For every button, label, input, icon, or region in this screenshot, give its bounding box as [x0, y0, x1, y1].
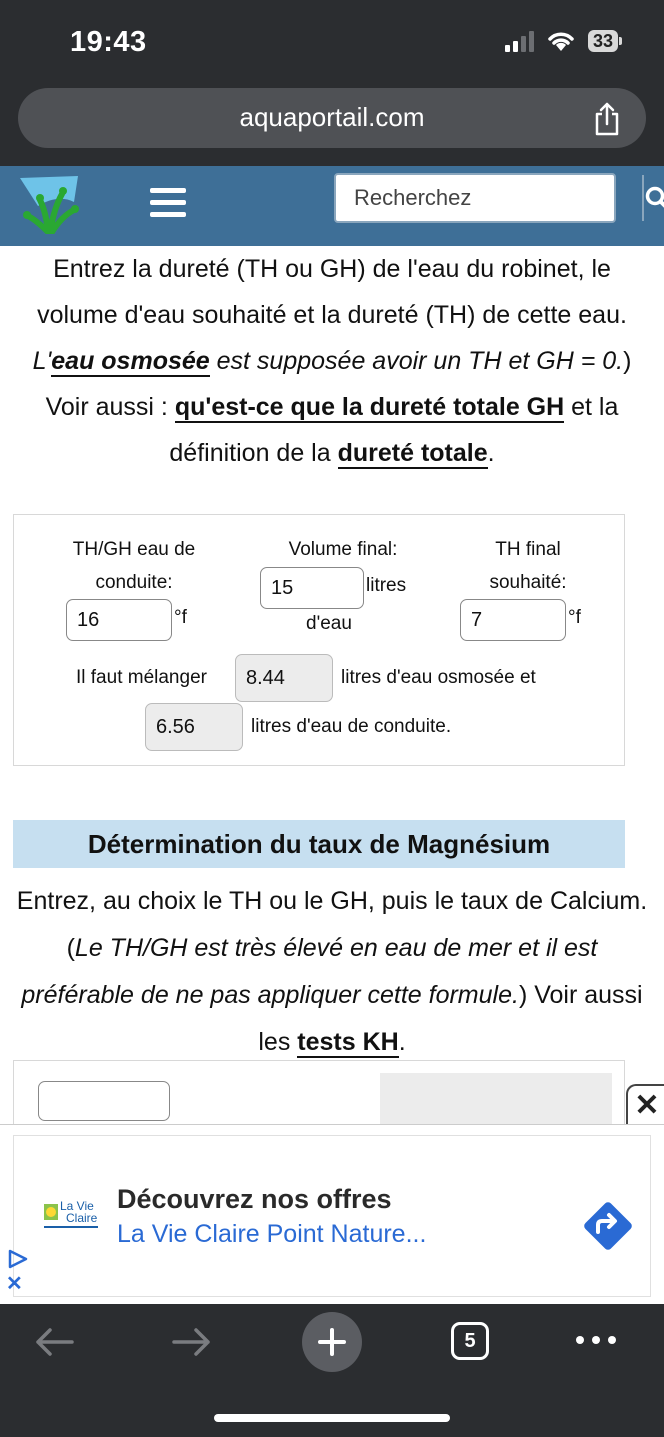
tap-hardness-label-line2: conduite: — [95, 572, 173, 593]
page-content — [0, 246, 664, 1056]
url-bar[interactable] — [18, 88, 646, 148]
target-hardness-input[interactable] — [460, 599, 566, 641]
intro-paragraph — [0, 246, 664, 476]
tap-hardness-label — [44, 533, 224, 599]
magnesium-calculator — [13, 1060, 625, 1130]
intro-italic-b: est supposée avoir un TH et GH = 0. — [209, 347, 624, 375]
search-icon — [644, 185, 664, 211]
magnesium-result-area — [380, 1073, 612, 1131]
magnesium-paragraph — [0, 878, 664, 1066]
intro-period: . — [487, 439, 495, 467]
intro-see-also: ) Voir aussi : — [45, 347, 632, 421]
status-time: 19:43 — [70, 26, 147, 58]
osmosis-water-result — [235, 654, 333, 702]
battery-level: 33 — [588, 30, 618, 52]
more-menu-icon[interactable] — [576, 1336, 616, 1344]
aquaportail-logo[interactable] — [18, 172, 84, 234]
magnesium-see-also: ) Voir aussi les — [258, 981, 643, 1056]
result-prefix: Il faut mélanger — [76, 667, 207, 688]
link-eau-osmosee[interactable]: eau osmosée — [51, 347, 210, 375]
tap-hardness-input[interactable] — [66, 599, 172, 641]
search-button[interactable] — [642, 175, 664, 221]
target-hardness-label-line1: TH final — [495, 539, 561, 560]
intro-italic — [33, 347, 624, 377]
intro-definition: et la définition de la — [169, 393, 619, 467]
ad-dismiss-icon[interactable]: ✕ — [6, 1273, 23, 1295]
browser-top-bar — [0, 0, 664, 166]
ad-close-button[interactable] — [626, 1084, 664, 1126]
link-durete-gh[interactable]: qu'est-ce que la dureté totale GH — [174, 393, 565, 421]
volume-input[interactable] — [260, 567, 364, 609]
home-indicator — [214, 1414, 450, 1422]
signal-icon — [505, 30, 534, 52]
site-search — [334, 173, 616, 223]
plus-icon — [317, 1327, 347, 1357]
forward-icon[interactable] — [170, 1324, 214, 1360]
share-icon[interactable] — [592, 102, 622, 136]
volume-unit-eau: d'eau — [306, 613, 352, 634]
magnesium-section-title: Détermination du taux de Magnésium — [13, 820, 625, 868]
volume-unit-litres: litres — [366, 575, 407, 596]
link-tests-kh[interactable]: tests KH — [297, 1028, 399, 1056]
lavieclaire-logo — [44, 1196, 100, 1236]
intro-italic-a: L' — [32, 347, 52, 375]
magnesium-th-input[interactable] — [38, 1081, 170, 1121]
intro-text: Entrez la dureté (TH ou GH) de l'eau du robinet, le volume d'eau souhaité et la dureté (TH) de cette eau. — [37, 255, 627, 329]
wifi-icon — [546, 30, 576, 52]
magnesium-italic-note: Le TH/GH est très élevé en eau de mer et il est préférable de ne pas appliquer cette formule. — [21, 934, 598, 1009]
url-text[interactable]: aquaportail.com — [239, 102, 425, 132]
menu-icon[interactable] — [150, 188, 186, 218]
search-input[interactable] — [336, 175, 642, 221]
ad-choices-icon[interactable] — [6, 1249, 30, 1269]
tap-hardness-label-line1: TH/GH eau de — [72, 539, 196, 560]
dilution-calculator — [13, 514, 625, 766]
new-tab-button[interactable] — [302, 1312, 362, 1372]
ad-title[interactable]: Découvrez nos offres — [117, 1184, 392, 1214]
ad-logo-line1: La Vie — [60, 1199, 94, 1213]
ad-logo-line2: Claire — [66, 1211, 98, 1225]
target-hardness-label-line2: souhaité: — [489, 572, 567, 593]
osmosis-water-suffix: litres d'eau osmosée et — [341, 667, 536, 688]
site-header — [0, 166, 664, 246]
target-hardness-unit: °f — [568, 607, 581, 628]
target-hardness-label — [438, 533, 618, 599]
volume-label: Volume final: — [288, 539, 398, 560]
tap-water-suffix: litres d'eau de conduite. — [251, 716, 452, 737]
ad-card[interactable] — [13, 1135, 651, 1297]
back-icon[interactable] — [32, 1324, 76, 1360]
tabs-button[interactable]: 5 — [451, 1322, 489, 1360]
ad-subtitle[interactable]: La Vie Claire Point Nature... — [117, 1220, 427, 1248]
close-icon: ✕ — [634, 1088, 660, 1122]
ad-banner — [0, 1124, 664, 1304]
magnesium-period: . — [398, 1028, 406, 1056]
battery-icon — [588, 30, 622, 52]
directions-arrow-icon[interactable] — [580, 1198, 636, 1254]
link-durete-totale[interactable]: dureté totale — [337, 439, 488, 467]
status-icons — [505, 30, 622, 52]
browser-toolbar — [0, 1304, 664, 1437]
tap-hardness-unit: °f — [174, 607, 187, 628]
magnesium-text: Entrez, au choix le TH ou le GH, puis le taux de Calcium. ( — [16, 887, 648, 962]
tap-water-result — [145, 703, 243, 751]
